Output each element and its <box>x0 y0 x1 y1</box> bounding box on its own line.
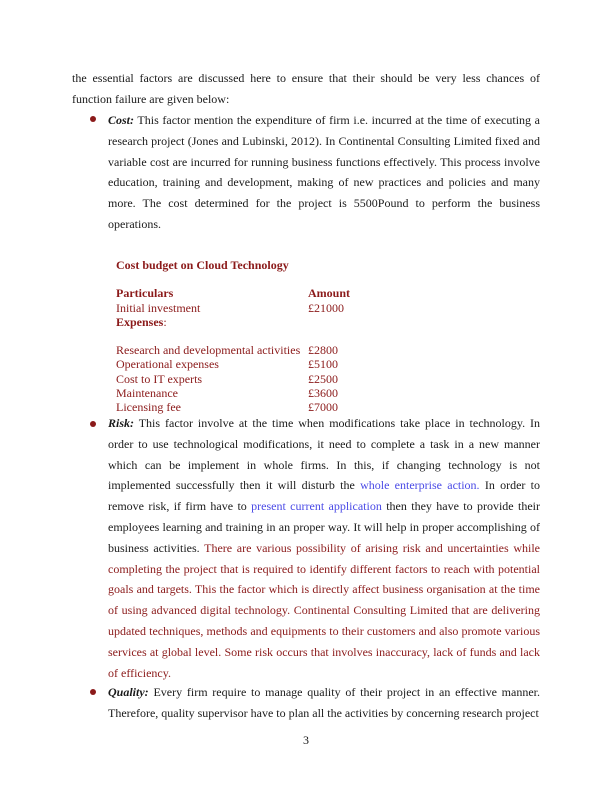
cost-label: Cost: <box>108 113 135 127</box>
row-amount: £2800 <box>308 343 338 358</box>
row-label: Cost to IT experts <box>116 371 203 386</box>
risk-red-text: There are various possibility of arising risk and uncertainties while completing the project that is required to identify different factors to reach with potential goals and targets. This the factor which is directly affect business organisation at the time of using advanced digital technology. Continental Consulting Limited that are delivering updated techniques, methods and equipments to their customers and also promote various services at global level. Some risk occurs that involves inaccuracy, lack of funds and lack of efficiency. <box>108 540 540 680</box>
row-label: Initial investment <box>116 300 201 315</box>
row-amount: £21000 <box>308 300 344 315</box>
bullet-icon <box>90 689 96 695</box>
expenses-label: Expenses <box>116 314 164 329</box>
row-label: Licensing fee <box>116 400 181 415</box>
expenses-heading <box>116 315 350 329</box>
quality-label: Quality: <box>108 685 149 699</box>
quality-text: Every firm require to manage quality of their project in an effective manner. Therefore, quality supervisor have to plan all the activities by concerning research project <box>108 685 540 720</box>
header-amount: Amount <box>308 286 351 301</box>
highlighted-text: whole enterprise action. <box>360 478 480 493</box>
row-label: Operational expenses <box>116 357 219 372</box>
cost-text: This factor mention the expenditure of firm i.e. incurred at the time of executing a research project (Jones and Lubinski, 2012). In Continental Consulting Limited fixed and variable cost are incurred for running business functions effectively. This process involve education, training and development, making of new practices and policies and many more. The cost determined for the project is 5500Pound to perform the business operations. <box>108 113 540 231</box>
table-row <box>116 386 350 400</box>
header-particulars: Particulars <box>116 286 174 301</box>
row-amount: £5100 <box>308 357 338 372</box>
bullet-icon <box>90 116 96 122</box>
quality-paragraph <box>108 682 540 724</box>
table-row <box>116 372 350 386</box>
row-amount: £7000 <box>308 400 338 415</box>
budget-title: Cost budget on Cloud Technology <box>116 258 289 272</box>
highlighted-text: present current application <box>251 499 382 514</box>
risk-label: Risk: <box>108 416 135 430</box>
row-amount: £2500 <box>308 371 338 386</box>
row-label: Research and developmental activities <box>116 343 301 358</box>
table-row <box>116 301 350 315</box>
risk-paragraph <box>108 413 540 683</box>
row-amount: £3600 <box>308 386 338 401</box>
row-label: Maintenance <box>116 386 178 401</box>
intro-paragraph: the essential factors are discussed here to ensure that their should be very less chances of function failure are given below: <box>72 71 540 106</box>
table-header <box>116 286 350 300</box>
page-number: 3 <box>303 733 309 747</box>
cost-paragraph <box>108 110 540 235</box>
risk-text: then they have to provide their employees learning and training in an proper way. It will help in proper accomplishing of business activities. <box>108 499 540 555</box>
risk-text: This factor involve at the time when modifications take place in technology. In order to use technological modifications, it need to complete a task in a new manner which can be implement in whole firms. In this, if changing technology is not implemented successfully then it will disturb the <box>108 416 540 493</box>
expenses-colon: : <box>163 314 167 329</box>
risk-text: In order to remove risk, if firm have to <box>108 478 540 514</box>
table-row <box>116 357 350 371</box>
table-row <box>116 343 350 357</box>
bullet-icon <box>90 421 96 427</box>
cost-budget-table <box>116 258 350 415</box>
